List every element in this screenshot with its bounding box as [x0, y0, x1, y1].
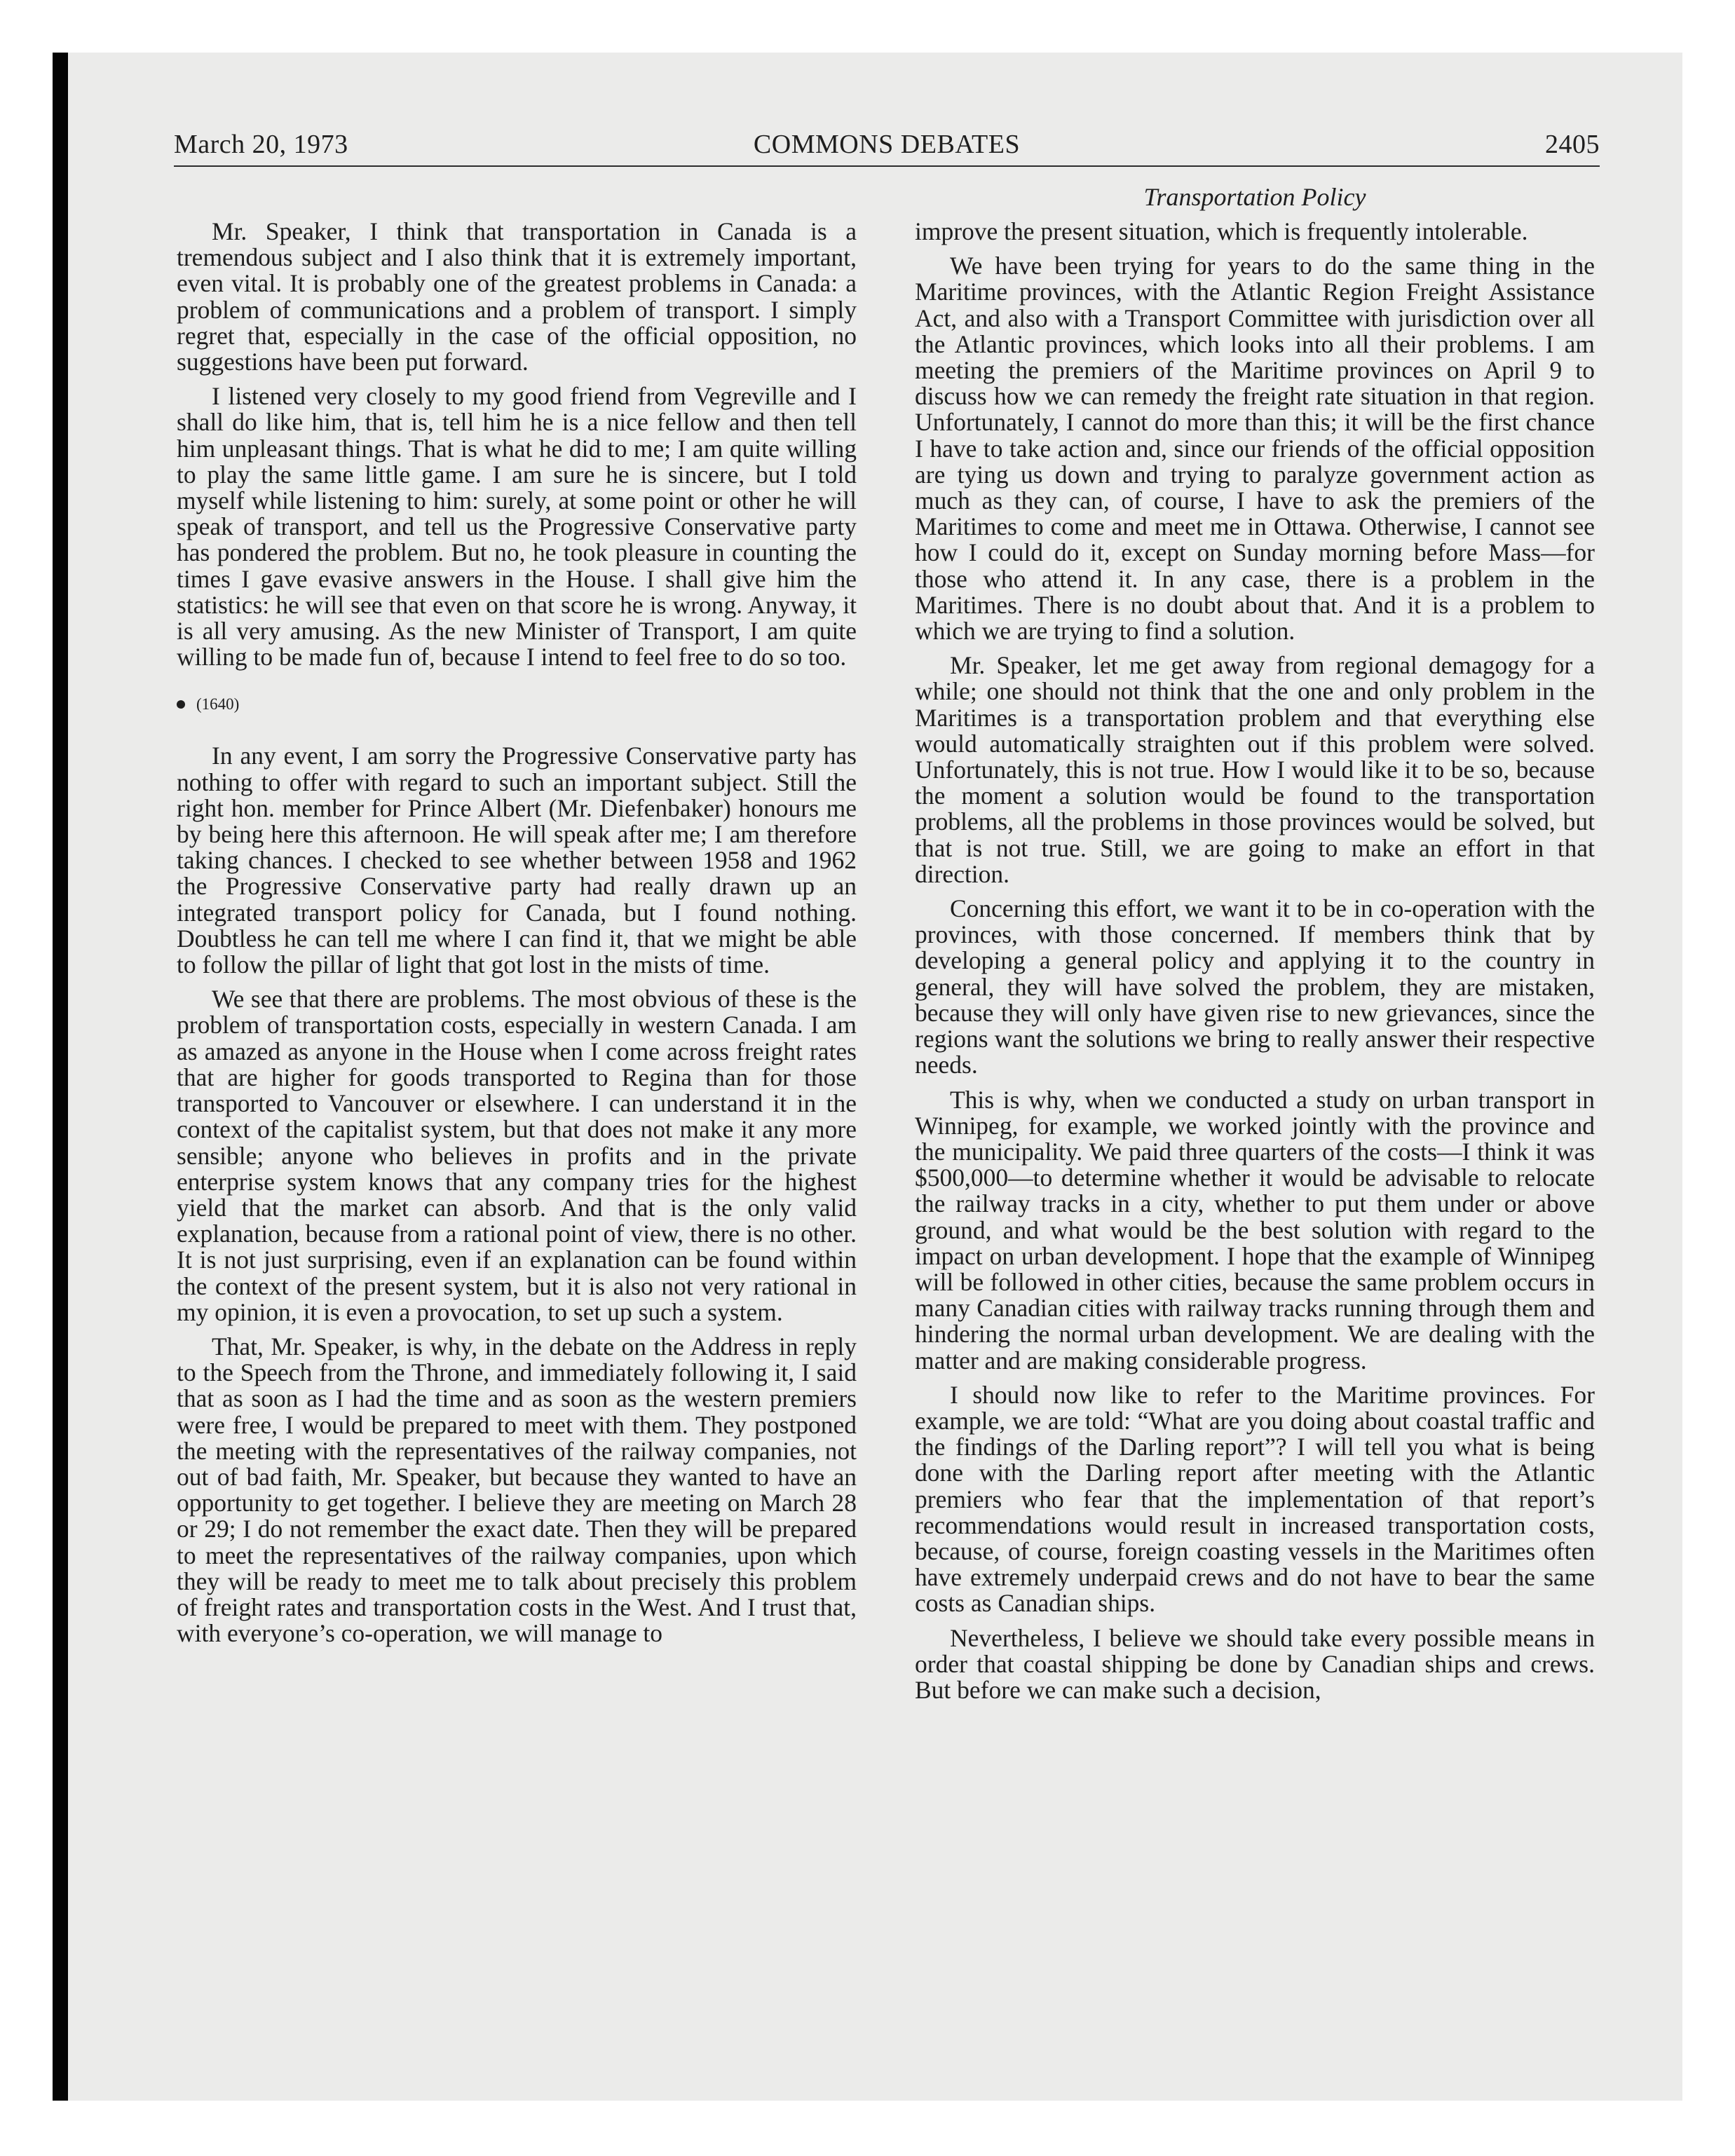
paragraph: This is why, when we conducted a study on urban transport in Winnipeg, for example, we worked jointly with the province and the municipality. We paid three quarters of the costs—I think it was $500,000—to determine whether it would be advisable to relocate the railway tracks in a city, whether to put them under or above ground, and what would be the best solution with regard to the impact on urban development. I hope that the example of Winnipeg will be followed in other cities, because the same problem occurs in many Canadian cities with railway tracks running through them and hindering the normal urban development. We are dealing with the matter and are making considerable progress. [915, 1085, 1595, 1374]
time-marker [177, 694, 857, 715]
paragraph: I should now like to refer to the Maritime provinces. For example, we are told: “What are you doing about coastal traffic and the findings of the Darling report”? I will tell you what is being done with the Darling report after meeting with the Atlantic premiers who fear that the implementation of that report’s recommendations would result in increased transportation costs, because, of course, foreign coasting vessels in the Maritimes often have extremely underpaid crews and do not have to bear the same costs as Canadian ships. [915, 1380, 1595, 1618]
page-header [174, 128, 1600, 164]
paragraph: Concerning this effort, we want it to be in co-operation with the provinces, with those concerned. If members think that by developing a general policy and applying it to the country in general, they will have solved the problem, they are mistaken, because they will only have given rise to new grievances, since the regions want the solutions we bring to really answer their respective needs. [915, 894, 1595, 1079]
right-column [915, 219, 1595, 1712]
paragraph-continuation: improve the present situation, which is frequently intolerable. [915, 217, 1528, 245]
paragraph: We have been trying for years to do the same thing in the Maritime provinces, with the Atlantic Region Freight Assistance Act, and also with a Transport Committee with jurisdiction over all the Atlantic provinces, which looks into all their problems. I am meeting the premiers of the Maritime provinces on April 9 to discuss how we can remedy the freight rate situation in that region. Unfortunately, I cannot do more than this; it will be the first chance I have to take action and, since our friends of the official opposition are tying us down and trying to paralyze government action as much as they can, of course, I have to ask the premiers of the Maritimes to come and meet me in Ottawa. Otherwise, I cannot see how I could do it, except on Sunday morning before Mass—for those who attend it. In any case, there is a problem in the Maritimes. There is no doubt about that. And it is a problem to which we are trying to find a solution. [915, 252, 1595, 646]
paragraph: That, Mr. Speaker, is why, in the debate on the Address in reply to the Speech from the Throne, and immediately following it, I said that as soon as I had the time and as soon as the western premiers were free, I would be prepared to meet with them. They postponed the meeting with the representatives of the railway companies, not out of bad faith, Mr. Speaker, but because they wanted to have an opportunity to get together. I believe they are meeting on March 28 or 29; I do not remember the exact date. Then they will be prepared to meet the representatives of the railway companies, upon which they will be ready to meet me to talk about precisely this problem of freight rates and transportation costs in the West. And I trust that, with everyone’s co-operation, we will manage to [177, 1332, 857, 1648]
bullet-icon [177, 700, 185, 709]
paragraph: Mr. Speaker, I think that transportation in Canada is a tremendous subject and I also think that it is extremely important, even vital. It is probably one of the greatest problems in Canada: a problem of communications and a problem of transport. I simply regret that, especially in the case of the official opposition, no suggestions have been put forward. [177, 217, 857, 376]
paragraph: In any event, I am sorry the Progressive Conservative party has nothing to offer with regard to such an important subject. Still the right hon. member for Prince Albert (Mr. Diefenbaker) honours me by being here this afternoon. He will speak after me; I am therefore taking chances. I checked to see whether between 1958 and 1962 the Progressive Conservative party had really drawn up an integrated transport policy for Canada, but I found nothing. Doubtless he can tell me where I can find it, that we might be able to follow the pillar of light that got lost in the mists of time. [177, 742, 857, 979]
paragraph: We see that there are problems. The most obvious of these is the problem of transportation costs, especially in western Canada. I am as amazed as anyone in the House when I come across freight rates that are higher for goods transported to Regina than for those transported to Vancouver or elsewhere. I can understand it in the context of the capitalist system, but that does not make it any more sensible; anyone who believes in profits and in the private enterprise system knows that any company tries for the highest yield that the market can absorb. And that is the only valid explanation, because from a rational point of view, there is no other. It is not just surprising, even if an explanation can be found within the context of the present system, but it is also not very rational in my opinion, it is even a provocation, to set up such a system. [177, 985, 857, 1326]
paragraph: Mr. Speaker, let me get away from regional demagogy for a while; one should not think that the one and only problem in the Maritimes is a transportation problem and that everything else would automatically straighten out if this problem were solved. Unfortunately, this is not true. How I would like it to be so, because the moment a solution would be found to the transportation problems, all the problems in those provinces would be solved, but that is not true. Still, we are going to make an effort in that direction. [915, 651, 1595, 888]
header-date: March 20, 1973 [174, 130, 348, 159]
left-column [177, 219, 857, 1655]
header-rule [174, 165, 1600, 167]
paragraph: I listened very closely to my good friend from Vegreville and I shall do like him, that is, tell him he is a nice fellow and then tell him unpleasant things. That is what he did to me; I am quite willing to play the same little game. I am sure he is sincere, but I told myself while listening to him: surely, at some point or other he will speak of transport, and tell us the Progressive Conservative party has pondered the problem. But no, he took pleasure in counting the times I gave evasive answers in the House. I shall give him the statistics: he will see that even on that score he is wrong. Anyway, it is all very amusing. As the new Minister of Transport, I am quite willing to be made fun of, because I intend to feel free to do so too. [177, 382, 857, 671]
binding-edge [53, 53, 68, 2101]
time-marker-label: (1640) [196, 695, 240, 714]
header-publication: COMMONS DEBATES [753, 130, 1021, 159]
paragraph: Nevertheless, I believe we should take every possible means in order that coastal shipping be done by Canadian ships and crews. But before we can make such a decision, [915, 1623, 1595, 1704]
section-title: Transportation Policy [1143, 183, 1366, 211]
header-page-number: 2405 [1545, 130, 1600, 159]
